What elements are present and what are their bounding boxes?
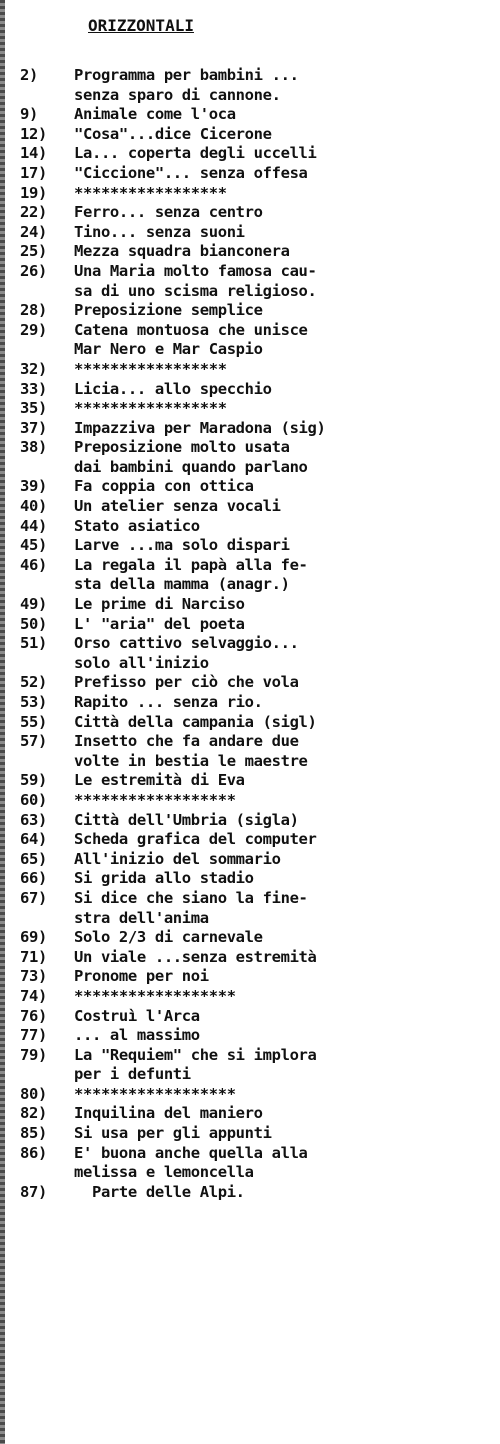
clue-item <box>20 987 498 1007</box>
clue-list <box>20 66 498 1202</box>
clue-text-line: Una Maria molto famosa cau- <box>74 261 317 280</box>
clue-number: 80) <box>20 1084 47 1103</box>
clue-text-line: Si usa per gli appunti <box>74 1124 272 1143</box>
clue-number: 50) <box>20 614 47 633</box>
clue-text <box>74 164 308 184</box>
clue-number: 69) <box>20 928 47 947</box>
clue-number: 64) <box>20 830 47 849</box>
clue-item <box>20 144 498 164</box>
clue-item <box>20 1085 498 1105</box>
clue-text-line: La regala il papà alla fe- <box>74 555 308 574</box>
clue-text <box>74 536 290 556</box>
clue-text <box>74 830 317 850</box>
clue-text-line: Si grida allo stadio <box>74 869 254 888</box>
clue-text <box>74 477 254 497</box>
clue-text <box>74 517 200 537</box>
clue-number: 49) <box>20 595 47 614</box>
clue-text-line: senza sparo di cannone. <box>74 85 281 104</box>
clue-text <box>74 869 254 889</box>
clue-text-line: Parte delle Alpi. <box>74 1182 245 1201</box>
clue-text-line: Un viale ...senza estremità <box>74 947 317 966</box>
clue-text <box>74 948 317 968</box>
clue-item <box>20 1144 498 1183</box>
clue-item <box>20 242 498 262</box>
clue-item <box>20 477 498 497</box>
clue-text-line: "Cosa"...dice Cicerone <box>74 124 272 143</box>
clue-number: 52) <box>20 673 47 692</box>
clue-text <box>74 928 263 948</box>
page-scan-edge <box>0 0 5 1444</box>
clue-number: 40) <box>20 497 47 516</box>
clue-item <box>20 1046 498 1085</box>
clue-text-line: ***************** <box>74 183 227 202</box>
clue-number: 87) <box>20 1182 47 1201</box>
clue-item <box>20 497 498 517</box>
clue-item <box>20 125 498 145</box>
clue-text <box>74 732 308 771</box>
clue-text <box>74 1026 200 1046</box>
clue-text <box>74 1085 236 1105</box>
clue-item <box>20 1026 498 1046</box>
clue-number: 65) <box>20 849 47 868</box>
clue-item <box>20 673 498 693</box>
clue-text <box>74 1183 245 1203</box>
clue-item <box>20 360 498 380</box>
clue-text-line: Le prime di Narciso <box>74 595 245 614</box>
clue-text <box>74 771 245 791</box>
clue-text-line: Fa coppia con ottica <box>74 477 254 496</box>
clue-number: 79) <box>20 1045 47 1064</box>
clue-item <box>20 732 498 771</box>
clue-number: 82) <box>20 1104 47 1123</box>
clue-number: 77) <box>20 1026 47 1045</box>
clue-item <box>20 811 498 831</box>
clue-text-line: Insetto che fa andare due <box>74 732 299 751</box>
clue-text-line: Si dice che siano la fine- <box>74 888 308 907</box>
clue-number: 37) <box>20 418 47 437</box>
clue-number: 28) <box>20 301 47 320</box>
clue-item <box>20 889 498 928</box>
clue-number: 29) <box>20 320 47 339</box>
clue-text <box>74 987 236 1007</box>
clue-number: 46) <box>20 555 47 574</box>
clue-text <box>74 497 281 517</box>
clue-item <box>20 1183 498 1203</box>
clue-text <box>74 889 308 928</box>
clue-text-line: ****************** <box>74 986 236 1005</box>
clue-item <box>20 869 498 889</box>
clue-number: 86) <box>20 1143 47 1162</box>
clue-text-line: stra dell'anima <box>74 908 209 927</box>
clue-text-line: Prefisso per ciò che vola <box>74 673 299 692</box>
clue-text <box>74 419 326 439</box>
clue-item <box>20 948 498 968</box>
clue-number: 73) <box>20 967 47 986</box>
clue-item <box>20 1124 498 1144</box>
clue-text-line: Tino... senza suoni <box>74 222 245 241</box>
clue-number: 12) <box>20 124 47 143</box>
clue-number: 74) <box>20 986 47 1005</box>
clue-text-line: ***************** <box>74 359 227 378</box>
clue-text-line: "Ciccione"... senza offesa <box>74 163 308 182</box>
clue-number: 57) <box>20 732 47 751</box>
clue-item <box>20 928 498 948</box>
clue-number: 14) <box>20 144 47 163</box>
clue-text-line: Impazziva per Maradona (sig) <box>74 418 326 437</box>
clue-text-line: Solo 2/3 di carnevale <box>74 928 263 947</box>
clue-item <box>20 771 498 791</box>
clue-text <box>74 693 263 713</box>
clue-text <box>74 850 281 870</box>
clue-text-line: sta della mamma (anagr.) <box>74 575 290 594</box>
clue-item <box>20 536 498 556</box>
clue-text-line: Catena montuosa che unisce <box>74 320 308 339</box>
clue-number: 60) <box>20 790 47 809</box>
clue-text <box>74 144 317 164</box>
clue-text-line: Licia... allo specchio <box>74 379 272 398</box>
clue-text-line: ... al massimo <box>74 1026 200 1045</box>
clue-text-line: Scheda grafica del computer <box>74 830 317 849</box>
clue-number: 66) <box>20 869 47 888</box>
clue-number: 59) <box>20 771 47 790</box>
clue-text <box>74 595 245 615</box>
clue-text <box>74 438 308 477</box>
clue-text-line: L' "aria" del poeta <box>74 614 245 633</box>
clue-text <box>74 242 290 262</box>
clue-number: 35) <box>20 399 47 418</box>
clue-item <box>20 301 498 321</box>
clue-number: 63) <box>20 810 47 829</box>
clue-text-line: All'inizio del sommario <box>74 849 281 868</box>
clue-text <box>74 713 317 733</box>
clue-item <box>20 713 498 733</box>
clue-text <box>74 1144 308 1183</box>
clue-text <box>74 967 209 987</box>
clue-item <box>20 615 498 635</box>
clue-text <box>74 1007 200 1027</box>
clue-text-line: Città dell'Umbria (sigla) <box>74 810 299 829</box>
clue-item <box>20 693 498 713</box>
clue-item <box>20 556 498 595</box>
clue-text-line: solo all'inizio <box>74 653 209 672</box>
clue-item <box>20 967 498 987</box>
clue-number: 17) <box>20 163 47 182</box>
clue-text-line: Orso cattivo selvaggio... <box>74 634 299 653</box>
clue-text <box>74 673 299 693</box>
clue-item <box>20 203 498 223</box>
clue-number: 2) <box>20 66 38 84</box>
clue-text-line: Città della campania (sigl) <box>74 712 317 731</box>
clue-text-line: Un atelier senza vocali <box>74 497 281 516</box>
clue-text-line: Animale come l'oca <box>74 105 236 124</box>
clue-item <box>20 595 498 615</box>
clue-number: 45) <box>20 536 47 555</box>
clue-text <box>74 1124 272 1144</box>
clue-number: 85) <box>20 1124 47 1143</box>
clue-text <box>74 811 299 831</box>
clue-text-line: Inquilina del maniero <box>74 1104 263 1123</box>
clue-text-line: Larve ...ma solo dispari <box>74 536 290 555</box>
clue-text-line: Preposizione molto usata <box>74 438 290 457</box>
clue-number: 55) <box>20 712 47 731</box>
clue-number: 25) <box>20 242 47 261</box>
clue-item <box>20 517 498 537</box>
clue-text-line: Stato asiatico <box>74 516 200 535</box>
clue-item <box>20 830 498 850</box>
clue-text-line: Preposizione semplice <box>74 301 263 320</box>
clue-item <box>20 184 498 204</box>
clue-text-line: Costruì l'Arca <box>74 1006 200 1025</box>
clue-text <box>74 321 308 360</box>
clue-item <box>20 419 498 439</box>
clue-number: 53) <box>20 693 47 711</box>
clue-number: 44) <box>20 516 47 535</box>
clue-text-line: E' buona anche quella alla <box>74 1143 308 1162</box>
clue-text-line: ****************** <box>74 790 236 809</box>
clue-item <box>20 850 498 870</box>
clue-item <box>20 321 498 360</box>
section-title: ORIZZONTALI <box>88 16 194 35</box>
clue-text <box>74 380 272 400</box>
clue-number: 76) <box>20 1006 47 1025</box>
clue-item <box>20 66 498 105</box>
clue-text <box>74 360 227 380</box>
clue-number: 19) <box>20 183 47 202</box>
clue-item <box>20 634 498 673</box>
clue-text <box>74 399 227 419</box>
clue-item <box>20 791 498 811</box>
clue-text <box>74 184 227 204</box>
clue-item <box>20 1007 498 1027</box>
clue-item <box>20 399 498 419</box>
clue-number: 32) <box>20 359 47 378</box>
clue-number: 24) <box>20 222 47 241</box>
clue-item <box>20 262 498 301</box>
clue-number: 38) <box>20 438 47 457</box>
clue-text <box>74 1104 263 1124</box>
clue-text <box>74 66 299 105</box>
clue-text-line: Ferro... senza centro <box>74 203 263 222</box>
clue-text <box>74 1046 317 1085</box>
clue-item <box>20 1104 498 1124</box>
clue-text-line: sa di uno scisma religioso. <box>74 281 317 300</box>
clue-text-line: ***************** <box>74 399 227 418</box>
clue-text <box>74 223 245 243</box>
clue-number: 71) <box>20 947 47 966</box>
clue-number: 51) <box>20 634 47 653</box>
clue-item <box>20 438 498 477</box>
clue-text-line: Programma per bambini ... <box>74 66 299 84</box>
clue-text <box>74 556 308 595</box>
clue-text-line: Le estremità di Eva <box>74 771 245 790</box>
clue-text-line: La "Requiem" che si implora <box>74 1045 317 1064</box>
clue-text-line: per i defunti <box>74 1065 191 1084</box>
clue-number: 33) <box>20 379 47 398</box>
clue-text <box>74 203 263 223</box>
clue-item <box>20 105 498 125</box>
clue-text <box>74 615 245 635</box>
clue-number: 9) <box>20 105 38 124</box>
clue-text-line: Mezza squadra bianconera <box>74 242 290 261</box>
clue-text <box>74 634 299 673</box>
clue-number: 26) <box>20 261 47 280</box>
clue-number: 67) <box>20 888 47 907</box>
clue-item <box>20 164 498 184</box>
clue-text <box>74 125 272 145</box>
clue-text-line: ****************** <box>74 1084 236 1103</box>
clue-text <box>74 262 317 301</box>
clue-number: 39) <box>20 477 47 496</box>
clue-text-line: dai bambini quando parlano <box>74 457 308 476</box>
clue-text-line: Pronome per noi <box>74 967 209 986</box>
clue-item <box>20 223 498 243</box>
clue-text <box>74 791 236 811</box>
clue-text <box>74 301 263 321</box>
clue-text-line: melissa e lemoncella <box>74 1163 254 1182</box>
clue-text <box>74 105 236 125</box>
clue-item <box>20 380 498 400</box>
clue-text-line: La... coperta degli uccelli <box>74 144 317 163</box>
clue-text-line: Mar Nero e Mar Caspio <box>74 340 263 359</box>
clue-text-line: Rapito ... senza rio. <box>74 693 263 711</box>
clue-text-line: volte in bestia le maestre <box>74 751 308 770</box>
clue-number: 22) <box>20 203 47 222</box>
